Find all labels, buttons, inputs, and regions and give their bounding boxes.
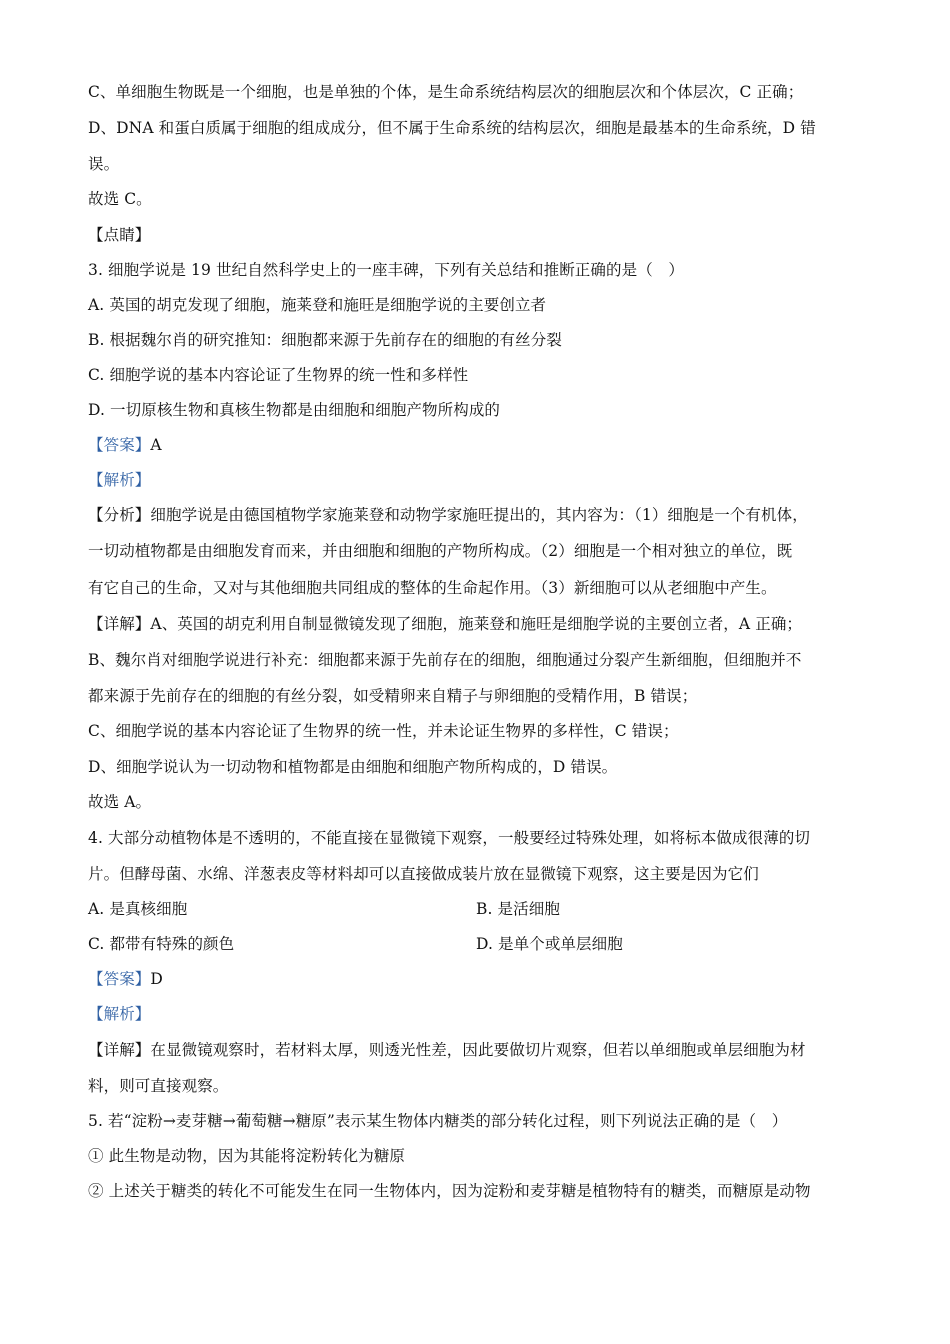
section-heading: 【点睛】 [88,226,151,244]
text-line: 【分析】细胞学说是由德国植物学家施莱登和动物学家施旺提出的，其内容为：（1）细胞是一个有机体， [88,506,808,524]
option-b: B. 根据魏尔肖的研究推知：细胞都来源于先前存在的细胞的有丝分裂 [88,331,562,349]
option-b: B. 是活细胞 [476,900,560,918]
question-stem: 3. 细胞学说是 19 世纪自然科学史上的一座丰碑，下列有关总结和推断正确的是（ ） [88,261,684,279]
text-line: 都来源于先前存在的细胞的有丝分裂，如受精卵来自精子与卵细胞的受精作用，B 错误； [88,687,698,705]
analysis-label: 【解析】 [88,471,151,489]
option-a: A. 英国的胡克发现了细胞，施莱登和施旺是细胞学说的主要创立者 [88,296,547,314]
option-d: D. 一切原核生物和真核生物都是由细胞和细胞产物所构成的 [88,401,501,419]
text-line: B、魏尔肖对细胞学说进行补充：细胞都来源于先前存在的细胞，细胞通过分裂产生新细胞，但细胞并不 [88,651,802,669]
option-d: D. 是单个或单层细胞 [476,935,623,953]
text-line: C、细胞学说的基本内容论证了生物界的统一性，并未论证生物界的多样性，C 错误； [88,722,679,740]
text-line: 一切动植物都是由细胞发育而来，并由细胞和细胞的产物所构成。（2）细胞是一个相对独立的单位，既 [88,542,793,560]
option-a: A. 是真核细胞 [88,900,188,918]
text-line: 故选 C。 [88,190,152,208]
statement-2: ② 上述关于糖类的转化不可能发生在同一生物体内，因为淀粉和麦芽糖是植物特有的糖类，而糖原是动物 [88,1182,811,1200]
option-c: C. 都带有特殊的颜色 [88,935,235,953]
answer-label: 【答案】 [88,436,151,454]
statement-1: ① 此生物是动物，因为其能将淀粉转化为糖原 [88,1147,406,1165]
text-line: 有它自己的生命，又对与其他细胞共同组成的整体的生命起作用。（3）新细胞可以从老细胞中产生。 [88,579,777,597]
answer-line [88,435,162,455]
answer-value: D [150,970,163,988]
question-stem: 4. 大部分动植物体是不透明的，不能直接在显微镜下观察，一般要经过特殊处理，如将标本做成很薄的切 [88,829,811,847]
text-line: D、细胞学说认为一切动物和植物都是由细胞和细胞产物所构成的，D 错误。 [88,758,618,776]
answer-line [88,969,163,989]
text-line: 料，则可直接观察。 [88,1077,229,1095]
question-stem: 片。但酵母菌、水绵、洋葱表皮等材料却可以直接做成装片放在显微镜下观察，这主要是因为它们 [88,865,759,883]
analysis-label: 【解析】 [88,1005,151,1023]
answer-value: A [150,436,162,454]
answer-label: 【答案】 [88,970,151,988]
question-stem: 5. 若“淀粉→麦芽糖→葡萄糖→糖原”表示某生物体内糖类的部分转化过程，则下列说法正确的是（ ） [88,1112,788,1130]
text-line: 【详解】在显微镜观察时，若材料太厚，则透光性差，因此要做切片观察，但若以单细胞或单层细胞为材 [88,1041,806,1059]
text-line: C、单细胞生物既是一个细胞，也是单独的个体，是生命系统结构层次的细胞层次和个体层次，C 正确； [88,83,804,101]
text-line: 故选 A。 [88,793,152,811]
text-line: 误。 [88,155,120,173]
text-line: D、DNA 和蛋白质属于细胞的组成成分，但不属于生命系统的结构层次，细胞是最基本的生命系统，D 错 [88,119,816,137]
option-c: C. 细胞学说的基本内容论证了生物界的统一性和多样性 [88,366,469,384]
text-line: 【详解】A、英国的胡克利用自制显微镜发现了细胞，施莱登和施旺是细胞学说的主要创立者，A 正确； [88,615,803,633]
